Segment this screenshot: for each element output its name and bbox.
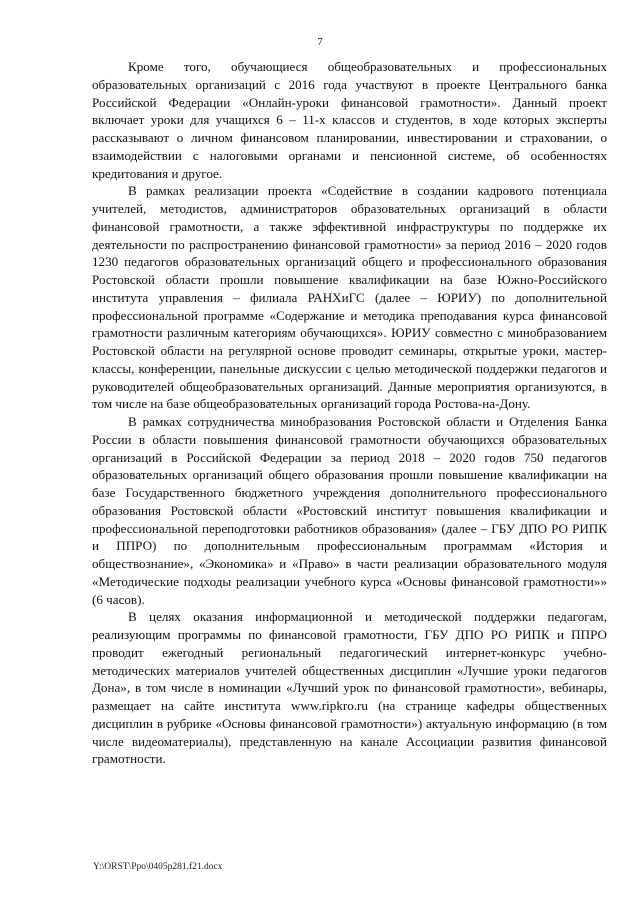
footer-file-path: Y:\ORST\Ppo\0405p281.f21.docx xyxy=(93,862,223,872)
paragraph-methodical-support: В целях оказания информационной и методической поддержки педагогам, реализующим программы по финансовой грамотности, ГБУ ДПО РО РИПК и ППРО проводит ежегодный региональный педагогический интернет-конкурс учебно-методических материалов учителей общественных дисциплин «Лучшие уроки педагогов Дона», в том числе в номинации «Лучший урок по финансовой грамотности», вебинары, размещает на сайте института www.ripkro.ru (на странице кафедры общественных дисциплин в рубрике «Основы финансовой грамотности») актуальную информацию (в том числе видеоматериалы), представленную на канале Ассоциации развития финансовой грамотности. xyxy=(92,609,607,767)
paragraph-bank-cooperation: В рамках сотрудничества минобразования Ростовской области и Отделения Банка России в области повышения финансовой грамотности обучающихся образовательных организаций в Российской Федерации за период 2018 – 2020 годов 750 педагогов образовательных организаций общего образования прошли повышение квалификации на базе Государственного бюджетного учреждения дополнительного профессионального образования Ростовской области «Ростовский институт повышения квалификации и профессиональной переподготовки работников образования» (далее – ГБУ ДПО РО РИПК и ППРО) по дополнительным профессиональным программам «История и обществознание», «Экономика» и «Право» в части реализации образовательного модуля «Методические подходы реализации учебного курса «Основы финансовой грамотности»» (6 часов). xyxy=(92,414,607,607)
paragraph-online-lessons: Кроме того, обучающиеся общеобразовательных и профессиональных образовательных организаций с 2016 года участвуют в проекте Центрального банка Российской Федерации «Онлайн-уроки финансовой грамотности». Данный проект включает уроки для учащихся 6 – 11-х классов и студентов, в ходе которых эксперты рассказывают о личном финансовом планировании, инвестировании и страховании, о взаимодействии с налоговыми органами и пенсионной системе, об особенностях кредитования и другое. xyxy=(92,59,607,181)
page-number: 7 xyxy=(317,36,323,48)
document-body xyxy=(92,58,607,768)
paragraph-teacher-training-project: В рамках реализации проекта «Содействие в создании кадрового потенциала учителей, методистов, администраторов образовательных организаций в области финансовой грамотности, а также эффективной инфраструктуры по поддержке их деятельности по распространению финансовой грамотности» за период 2016 – 2020 годов 1230 педагогов образовательных организаций общего и профессионального образования Ростовской области прошли повышение квалификации на базе Южно-Российского института управления – филиала РАНХиГС (далее – ЮРИУ) по дополнительной профессиональной программе «Содержание и методика преподавания курса финансовой грамотности различным категориям обучающихся». ЮРИУ совместно с минобразованием Ростовской области на регулярной основе проводит семинары, открытые уроки, мастер-классы, конференции, панельные дискуссии с целью методической поддержки педагогов и руководителей общеобразовательных организаций. Данные мероприятия организуются, в том числе на базе общеобразовательных организаций города Ростова-на-Дону. xyxy=(92,183,607,412)
